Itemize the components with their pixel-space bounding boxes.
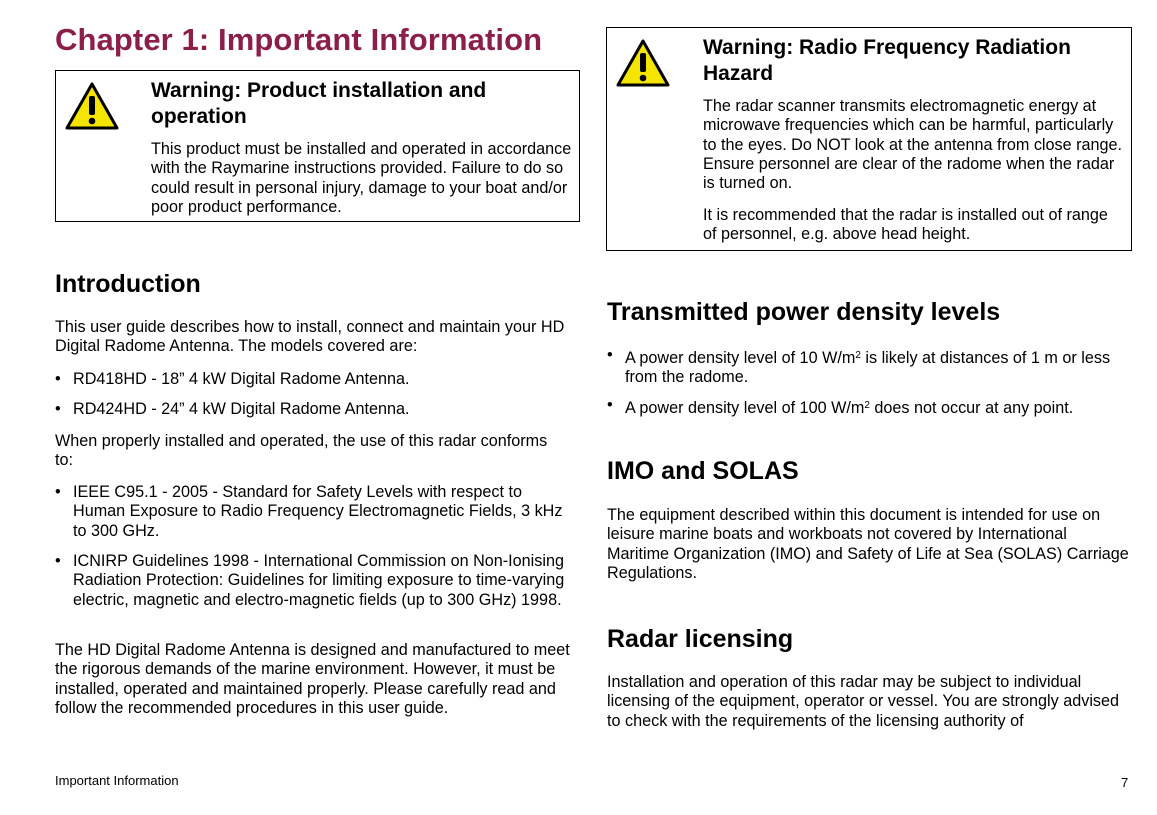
warning-text: This product must be installed and operated in accordance with the Raymarine instructions provided. Failure to do so could result in personal injury, damage to your boat and/or poor product performance.	[151, 140, 572, 216]
introduction-paragraph: When properly installed and operated, the use of this radar conforms to:	[55, 432, 548, 470]
warning-triangle-icon	[615, 38, 671, 88]
warning-triangle-icon	[64, 81, 120, 131]
warning-box-installation	[55, 70, 580, 222]
warning-title: Warning: Radio Frequency Radiation Hazard	[703, 36, 1071, 85]
warning-text: The radar scanner transmits electromagnetic energy at microwave frequencies which can be harmful, particularly to the eyes. Do NOT look at the antenna from close range. Ensure personnel are clear of the radome when the radar is turned on.	[703, 97, 1123, 193]
bullet-icon: •	[55, 552, 61, 570]
introduction-paragraph: This user guide describes how to install, connect and maintain your HD Digital Radome Antenna. The models covered are:	[55, 318, 565, 356]
imo-heading: IMO and SOLAS	[607, 457, 799, 485]
imo-paragraph: The equipment described within this document is intended for use on leisure marine boats and workboats not covered by International Maritime Organization (IMO) and Safety of Life at Sea (SOLAS) Carriage Regulations.	[607, 506, 1129, 582]
warning-title: Warning: Product installation and operation	[151, 79, 487, 128]
warning-text: It is recommended that the radar is installed out of range of personnel, e.g. above head height.	[703, 206, 1108, 244]
bullet-icon: •	[607, 396, 613, 414]
page-number: 7	[1121, 775, 1129, 790]
bullet-icon: •	[55, 483, 61, 501]
footer-section-title: Important Information	[55, 773, 179, 788]
chapter-title: Chapter 1: Important Information	[55, 22, 543, 57]
bullet-icon: •	[55, 400, 61, 418]
power-density-heading: Transmitted power density levels	[607, 298, 1001, 326]
introduction-heading: Introduction	[55, 270, 201, 298]
licensing-heading: Radar licensing	[607, 625, 794, 653]
introduction-paragraph: The HD Digital Radome Antenna is designed and manufactured to meet the rigorous demands of the marine environment. However, it must be installed, operated and maintained properly. Please carefully read and follow the recommended procedures in this user guide.	[55, 641, 570, 717]
bullet-icon: •	[55, 370, 61, 388]
warning-box-radiation	[606, 27, 1132, 251]
bullet-icon: •	[607, 346, 613, 364]
licensing-paragraph: Installation and operation of this radar may be subject to individual licensing of the equipment, operator or vessel. You are strongly advised to check with the requirements of the licensing authority of	[607, 673, 1120, 730]
